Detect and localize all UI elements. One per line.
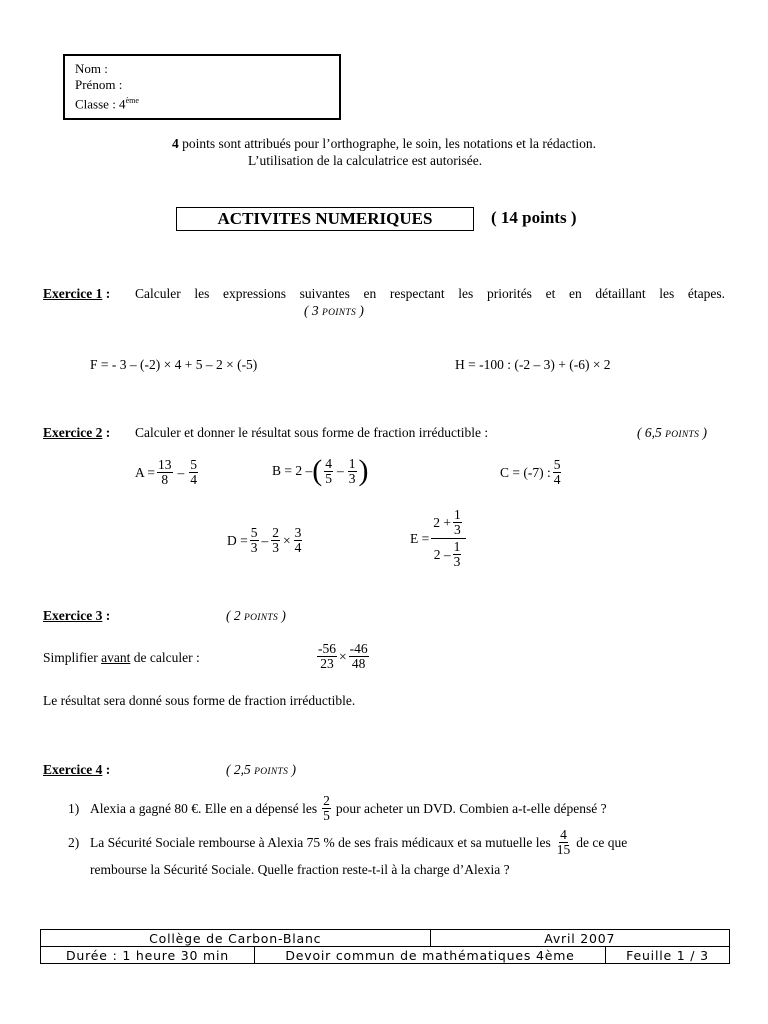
ex1-points-open: ( 3 bbox=[304, 303, 322, 318]
q2-text-a: La Sécurité Sociale rembourse à Alexia 75 % de ses frais médicaux et sa mutuelle les bbox=[90, 834, 551, 850]
ex3-op: × bbox=[339, 648, 347, 664]
ex1-points-word: POINTS bbox=[322, 308, 356, 318]
ex3-colon: : bbox=[102, 608, 111, 623]
frac-numerator: 13 bbox=[158, 457, 172, 472]
frac-denominator: 3 bbox=[348, 470, 356, 486]
ex4-question-2 bbox=[68, 828, 627, 857]
frac-numerator: 1 bbox=[453, 539, 461, 554]
ex1-heading bbox=[43, 286, 110, 302]
frac-denominator: 3 bbox=[454, 522, 461, 537]
expr-c-lhs: C = (-7) : bbox=[500, 464, 551, 480]
expr-b-frac-2 bbox=[348, 457, 357, 486]
q2-number: 2) bbox=[68, 834, 80, 850]
expression-c bbox=[500, 458, 563, 487]
ex3-result-text: Le résultat sera donné sous forme de fraction irréductible. bbox=[43, 693, 356, 708]
footer-duration: Durée : 1 heure 30 min bbox=[41, 947, 255, 964]
q1-frac bbox=[322, 794, 331, 823]
ex1-colon: : bbox=[102, 286, 111, 301]
expr-e-top-int: 2 + bbox=[433, 514, 451, 530]
expr-b-left-paren: ( bbox=[312, 454, 323, 487]
expr-e-top bbox=[431, 508, 466, 539]
q2-frac bbox=[556, 828, 572, 857]
student-info-box bbox=[63, 54, 341, 120]
expr-a-frac-2 bbox=[189, 458, 198, 487]
expr-b-lhs: B = 2 – bbox=[272, 463, 313, 478]
ex4-question-1 bbox=[68, 794, 607, 823]
expr-d-lhs: D = bbox=[227, 532, 248, 548]
ex1-instruction: Calculer les expressions suivantes en respectant les priorités et en détaillant les étapes. bbox=[135, 286, 725, 301]
ex2-points-close: ) bbox=[699, 425, 707, 440]
frac-numerator: 3 bbox=[294, 525, 302, 540]
q1-text-b: pour acheter un DVD. Combien a-t-elle dépensé ? bbox=[335, 800, 607, 816]
expr-b-frac-1 bbox=[324, 457, 333, 486]
expr-d-op-1: – bbox=[261, 532, 269, 548]
q2-text-b: de ce que bbox=[576, 834, 628, 850]
expr-a-frac-1 bbox=[157, 458, 173, 487]
expr-b-right-paren: ) bbox=[358, 454, 369, 487]
expr-a-lhs: A = bbox=[135, 464, 155, 480]
expr-d-frac-2 bbox=[271, 526, 280, 555]
intro-line-1 bbox=[0, 136, 768, 152]
expression-f: F = - 3 – (-2) × 4 + 5 – 2 × (-5) bbox=[90, 357, 258, 372]
frac-numerator: -56 bbox=[318, 641, 336, 656]
intro-line-1-text: points sont attribués pour l’orthographe, le soin, les notations et la rédaction. bbox=[178, 136, 597, 151]
classe-superscript: ème bbox=[125, 96, 139, 105]
frac-denominator: 8 bbox=[161, 472, 169, 487]
ex3-points-open: ( 2 bbox=[226, 608, 244, 623]
ex4-label: Exercice 4 bbox=[43, 762, 103, 777]
ex2-points-open: ( 6,5 bbox=[637, 425, 666, 440]
expr-e-lhs: E = bbox=[410, 530, 430, 546]
ex2-instruction: Calculer et donner le résultat sous forme de fraction irréductible : bbox=[135, 425, 489, 440]
frac-denominator: 3 bbox=[453, 554, 461, 569]
expr-d-frac-3 bbox=[294, 526, 303, 555]
ex3-simplify-b: de calculer : bbox=[130, 650, 200, 665]
ex3-simplify-text bbox=[43, 650, 200, 666]
ex4-points-open: ( 2,5 bbox=[226, 762, 255, 777]
frac-denominator: 48 bbox=[351, 656, 366, 671]
expr-e-top-frac bbox=[453, 508, 462, 537]
frac-numerator: 1 bbox=[454, 507, 461, 522]
q2-text-c: rembourse la Sécurité Sociale. Quelle fraction reste-t-il à la charge d’Alexia ? bbox=[90, 862, 510, 877]
frac-numerator: 4 bbox=[560, 827, 567, 842]
footer-date: Avril 2007 bbox=[430, 930, 730, 947]
footer-row-2 bbox=[41, 947, 730, 964]
ex3-heading bbox=[43, 608, 110, 624]
expr-c-frac bbox=[553, 458, 562, 487]
footer-table bbox=[40, 929, 730, 964]
expr-e-bottom bbox=[432, 539, 466, 569]
frac-numerator: 5 bbox=[250, 525, 258, 540]
ex3-points-word: POINTS bbox=[244, 613, 278, 623]
frac-numerator: 5 bbox=[553, 457, 561, 472]
frac-numerator: 1 bbox=[348, 455, 356, 471]
q1-text-a: Alexia a gagné 80 €. Elle en a dépensé les bbox=[90, 800, 318, 816]
frac-numerator: 2 bbox=[272, 525, 279, 540]
frac-denominator: 4 bbox=[553, 472, 561, 487]
expression-d bbox=[227, 526, 304, 555]
frac-numerator: 4 bbox=[325, 455, 332, 471]
frac-denominator: 5 bbox=[325, 470, 332, 486]
footer-sheet: Feuille 1 / 3 bbox=[606, 947, 730, 964]
footer-row-1 bbox=[41, 930, 730, 947]
ex4-points bbox=[226, 762, 296, 778]
frac-denominator: 23 bbox=[320, 656, 334, 671]
expr-d-frac-1 bbox=[250, 526, 259, 555]
ex2-label: Exercice 2 bbox=[43, 425, 103, 440]
frac-denominator: 3 bbox=[250, 540, 258, 555]
ex1-label: Exercice 1 bbox=[43, 286, 103, 301]
frac-denominator: 5 bbox=[323, 808, 330, 823]
frac-numerator: 2 bbox=[323, 793, 330, 808]
ex2-points bbox=[637, 425, 707, 441]
ex2-colon: : bbox=[102, 425, 111, 440]
expression-a bbox=[135, 458, 200, 487]
ex4-colon: : bbox=[102, 762, 111, 777]
expr-b-op: – bbox=[337, 463, 344, 478]
ex1-points-close: ) bbox=[356, 303, 364, 318]
footer-exam: Devoir commun de mathématiques 4ème bbox=[255, 947, 606, 964]
expr-e-bottom-frac bbox=[453, 540, 462, 569]
classe-text: Classe : 4 bbox=[75, 96, 126, 112]
ex3-frac-2 bbox=[349, 642, 369, 671]
ex3-frac-1 bbox=[317, 642, 337, 671]
ex4-points-close: ) bbox=[288, 762, 296, 777]
expr-a-op: – bbox=[177, 464, 185, 480]
section-points: ( 14 points ) bbox=[491, 208, 577, 227]
ex3-simplify-underlined: avant bbox=[101, 650, 131, 665]
ex3-points-close: ) bbox=[278, 608, 286, 623]
frac-denominator: 4 bbox=[294, 540, 302, 555]
nom-label: Nom : bbox=[75, 61, 108, 76]
frac-numerator: -46 bbox=[349, 641, 368, 656]
intro-line-2: L’utilisation de la calculatrice est autorisée. bbox=[248, 153, 483, 168]
ex3-label: Exercice 3 bbox=[43, 608, 103, 623]
ex3-simplify-a: Simplifier bbox=[43, 650, 102, 665]
ex4-heading bbox=[43, 762, 110, 778]
ex2-heading bbox=[43, 425, 110, 441]
q1-number: 1) bbox=[68, 800, 80, 816]
ex3-points bbox=[226, 608, 286, 624]
expression-e bbox=[410, 508, 466, 569]
expression-b bbox=[272, 456, 369, 486]
frac-denominator: 3 bbox=[272, 540, 279, 555]
frac-numerator: 5 bbox=[190, 457, 197, 472]
frac-denominator: 15 bbox=[556, 842, 571, 857]
ex3-expression bbox=[315, 642, 371, 671]
ex1-points bbox=[304, 303, 364, 319]
expr-e-bottom-int: 2 – bbox=[433, 546, 451, 562]
footer-school: Collège de Carbon-Blanc bbox=[41, 930, 431, 947]
prenom-label: Prénom : bbox=[75, 77, 123, 92]
classe-label bbox=[75, 93, 339, 112]
frac-denominator: 4 bbox=[190, 472, 197, 487]
ex4-points-word: POINTS bbox=[254, 767, 289, 777]
expr-d-op-2: × bbox=[283, 532, 291, 548]
ex2-points-word: POINTS bbox=[665, 430, 700, 440]
expr-e-complex-fraction bbox=[431, 508, 466, 569]
section-title: ACTIVITES NUMERIQUES bbox=[176, 207, 474, 231]
expression-h: H = -100 : (-2 – 3) + (-6) × 2 bbox=[455, 357, 611, 372]
intro-points-bold: 4 bbox=[171, 136, 179, 151]
